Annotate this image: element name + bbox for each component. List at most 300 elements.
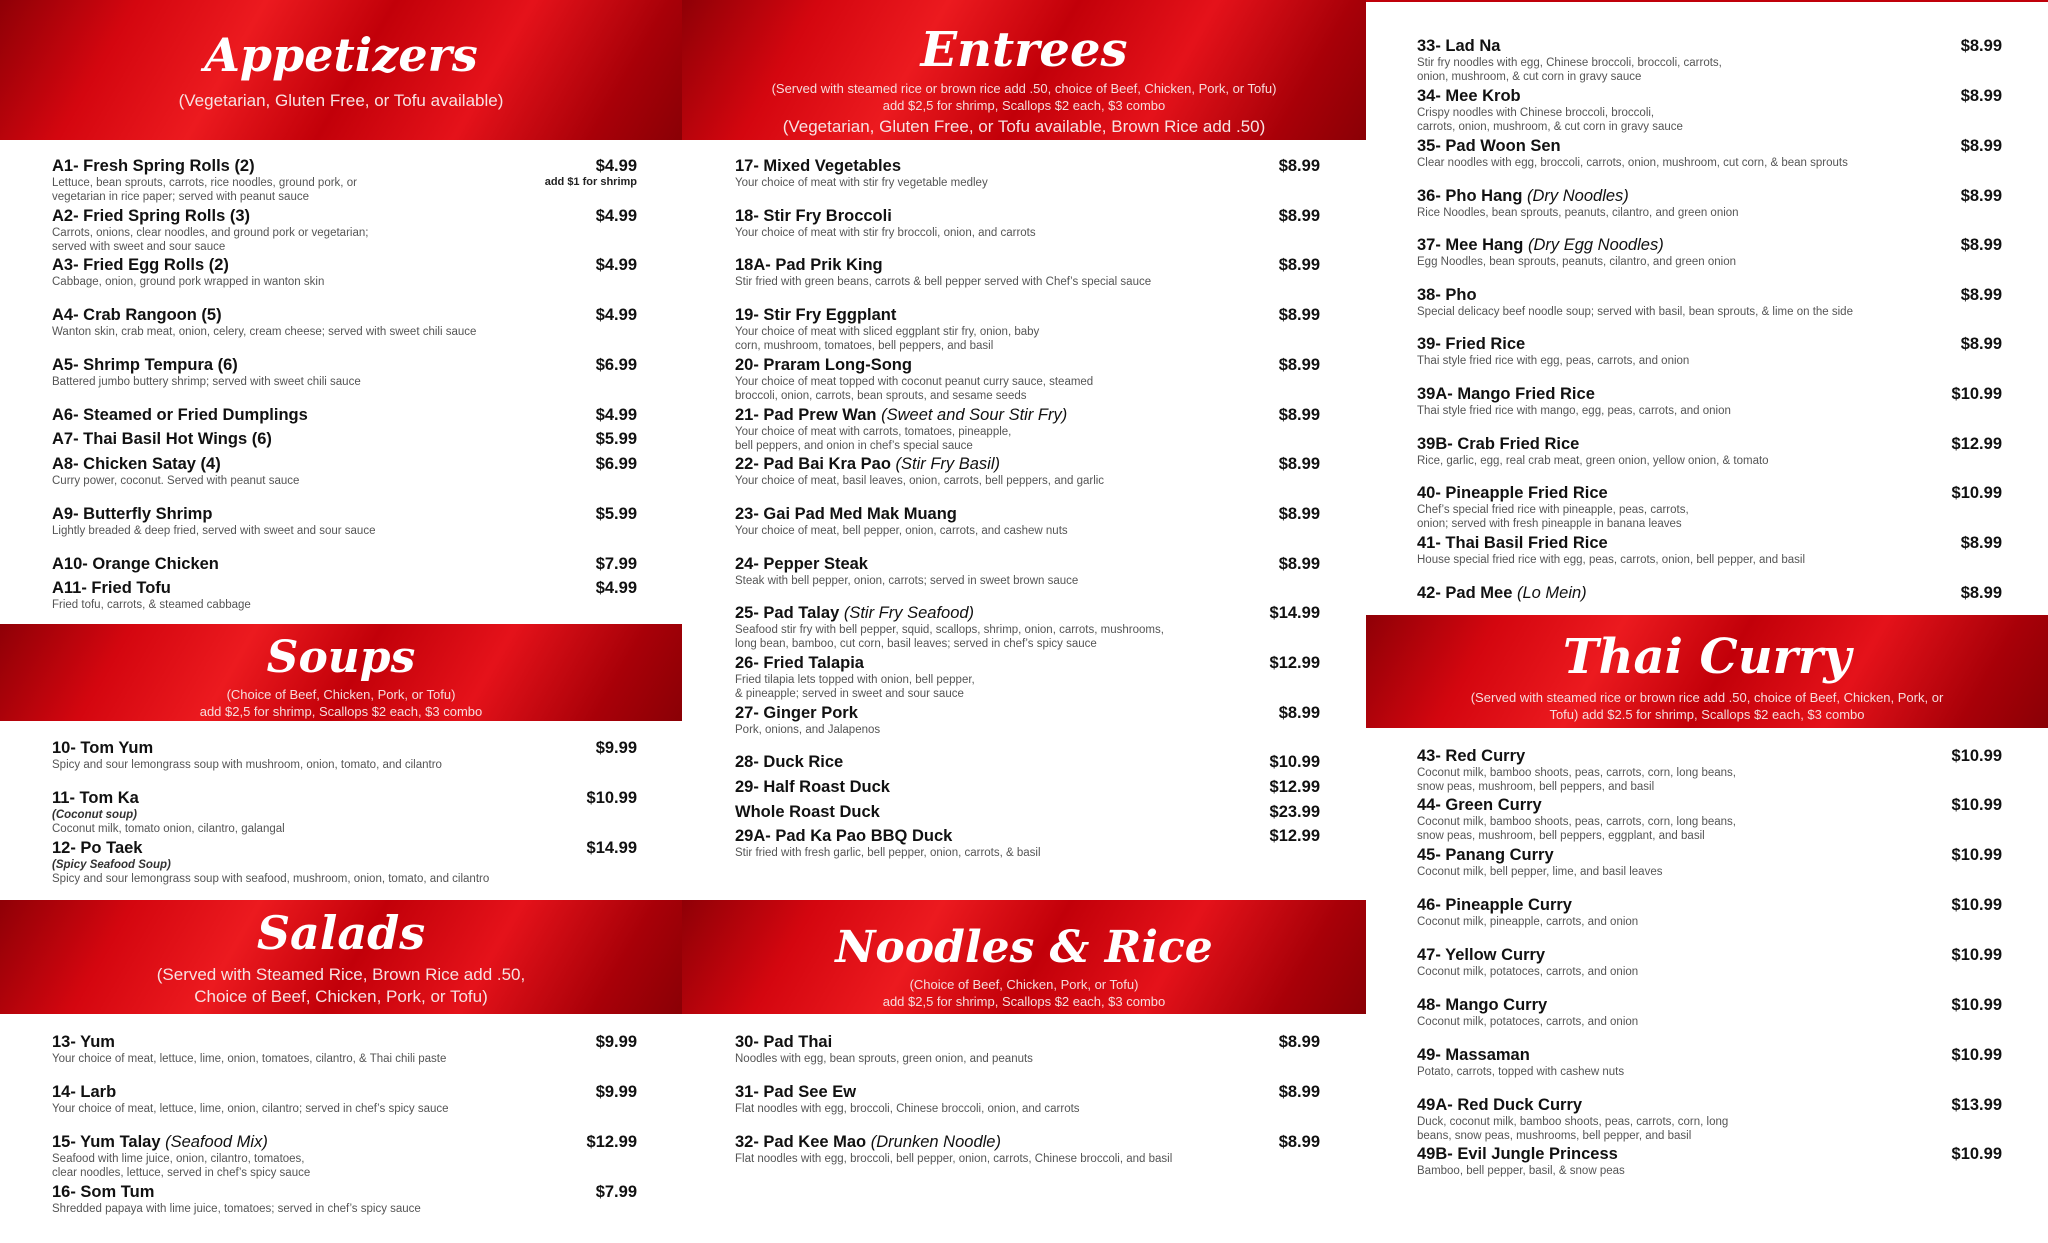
menu-item [52, 839, 489, 886]
menu-item-note: (Coconut soup) [52, 809, 137, 821]
menu-item-name [735, 753, 843, 772]
menu-item-price: $12.99 [1269, 654, 1320, 672]
top-border-rule [1366, 0, 2048, 2]
menu-item-price: $8.99 [1278, 256, 1320, 274]
menu-item-price: $8.99 [1278, 356, 1320, 374]
menu-item-description: Thai style fried rice with mango, egg, peas, carrots, and onion [1417, 405, 1731, 417]
menu-item-description: Spicy and sour lemongrass soup with seafood, mushroom, onion, tomato, and cilantro [52, 873, 490, 885]
menu-item-name-text: 19- Stir Fry Eggplant [735, 306, 897, 324]
menu-item-name [52, 207, 368, 226]
menu-item-name-text: 39- Fried Rice [1417, 335, 1526, 353]
menu-item [735, 654, 975, 701]
menu-item-price: $8.99 [1278, 704, 1320, 722]
menu-item-name [735, 803, 880, 822]
menu-item-description: Bamboo, bell pepper, basil, & snow peas [1417, 1165, 1625, 1177]
menu-item-name [1417, 484, 1689, 503]
menu-item [52, 455, 299, 488]
menu-item [52, 430, 272, 449]
menu-item-name [52, 306, 476, 325]
menu-item-name [52, 1083, 449, 1102]
menu-item [735, 604, 1164, 651]
salads-title: Salads [256, 906, 426, 960]
menu-item-price: $10.99 [1951, 747, 2002, 765]
menu-item [1417, 87, 1683, 134]
menu-item-description: Coconut milk, bamboo shoots, peas, carrots, corn, long beans, [1417, 767, 1736, 779]
menu-item [1417, 747, 1736, 794]
menu-item [52, 1183, 421, 1216]
menu-item-price: $8.99 [1278, 157, 1320, 175]
menu-item-description: snow peas, mushroom, bell peppers, eggplant, and basil [1417, 830, 1705, 842]
menu-item-description: Shredded papaya with lime juice, tomatoes; served in chef’s spicy sauce [52, 1203, 421, 1215]
curry-title: Thai Curry [1562, 629, 1852, 685]
menu-item-name-text: Whole Roast Duck [735, 803, 880, 821]
menu-item-name-italic: (Dry Egg Noodles) [1527, 236, 1664, 254]
menu-item-name-text: 24- Pepper Steak [735, 555, 868, 573]
menu-item [52, 306, 476, 339]
menu-item-price: $10.99 [1951, 1046, 2002, 1064]
menu-item-name-text: 28- Duck Rice [735, 753, 844, 771]
menu-item-price: $4.99 [595, 406, 637, 424]
menu-item-name [1417, 137, 1848, 156]
menu-item-description: Stir fry noodles with egg, Chinese broccoli, broccoli, carrots, [1417, 57, 1722, 69]
menu-item-price: $9.99 [595, 739, 637, 757]
menu-item-name [1417, 37, 1722, 56]
menu-item [52, 505, 375, 538]
menu-item-price: $10.99 [1951, 1145, 2002, 1163]
menu-item-description: snow peas, mushroom, bell peppers, and basil [1417, 781, 1655, 793]
menu-item-name-text: 12- Po Taek [52, 839, 143, 857]
menu-item-name [1417, 946, 1638, 965]
noodles-subtitle-2: add $2,5 for shrimp, Scallops $2 each, $3 combo [882, 994, 1166, 1009]
menu-item-name [1417, 87, 1683, 106]
menu-item-name [1417, 1096, 1728, 1115]
menu-item [735, 555, 1078, 588]
menu-item [735, 306, 1039, 353]
menu-item-price: $7.99 [595, 1183, 637, 1201]
menu-item [735, 455, 1104, 488]
menu-item-name-text: 18A- Pad Prik King [735, 256, 883, 274]
menu-item [735, 256, 1151, 289]
menu-item-name-text: 27- Ginger Pork [735, 704, 858, 722]
menu-item-description: Carrots, onions, clear noodles, and ground pork or vegetarian; [52, 227, 369, 239]
menu-item-description: corn, mushroom, tomatoes, bell peppers, and basil [735, 340, 994, 352]
menu-item-description: Spicy and sour lemongrass soup with mushroom, onion, tomato, and cilantro [52, 759, 442, 771]
menu-item-name [52, 406, 308, 425]
menu-item-name [52, 1183, 421, 1202]
menu-item [735, 157, 988, 190]
menu-item-name-italic: (Stir Fry Seafood) [843, 604, 975, 622]
menu-item-name-text: A6- Steamed or Fried Dumplings [52, 406, 308, 424]
menu-item-name [1417, 236, 1736, 255]
menu-item-description: Duck, coconut milk, bamboo shoots, peas, carrots, corn, long [1417, 1116, 1729, 1128]
menu-item-price: $8.99 [1960, 87, 2002, 105]
menu-item-price: $10.99 [1951, 484, 2002, 502]
curry-banner [1366, 615, 2048, 728]
appetizers-banner [0, 0, 682, 140]
menu-item-name-text: 44- Green Curry [1417, 796, 1542, 814]
menu-item-description: Your choice of meat, bell pepper, onion, carrots, and cashew nuts [735, 525, 1068, 537]
entrees-subtitle-3: (Vegetarian, Gluten Free, or Tofu available, Brown Rice add .50) [782, 117, 1266, 136]
menu-item [735, 1083, 1080, 1116]
menu-item-name-text: A10- Orange Chicken [52, 555, 219, 573]
menu-item-name-text: 23- Gai Pad Med Mak Muang [735, 505, 957, 523]
menu-item-description: Egg Noodles, bean sprouts, peanuts, cilantro, and green onion [1417, 256, 1737, 268]
menu-item [735, 753, 843, 772]
menu-item-description: Crispy noodles with Chinese broccoli, broccoli, [1417, 107, 1655, 119]
menu-item-description: Noodles with egg, bean sprouts, green onion, and peanuts [735, 1053, 1033, 1065]
menu-item-name-text: 15- Yum Talay [52, 1133, 161, 1151]
menu-item-name-italic: (Dry Noodles) [1527, 187, 1629, 205]
menu-item-description: Potato, carrots, topped with cashew nuts [1417, 1066, 1625, 1078]
menu-item-name [52, 1033, 446, 1052]
menu-item-price: $10.99 [1951, 996, 2002, 1014]
menu-item-description: onion, mushroom, & cut corn in gravy sauce [1417, 71, 1642, 83]
menu-item-name [735, 654, 975, 673]
menu-item [1417, 484, 1689, 531]
menu-item-description: carrots, onion, mushroom, & cut corn in gravy sauce [1417, 121, 1683, 133]
menu-item-name [735, 555, 1078, 574]
menu-item-name [735, 356, 1093, 375]
menu-item-name [1417, 534, 1805, 553]
salads-subtitle-2: Choice of Beef, Chicken, Pork, or Tofu) [194, 987, 488, 1006]
menu-item-description: Your choice of meat with stir fry broccoli, onion, and carrots [735, 227, 1036, 239]
menu-item-price: $12.99 [1951, 435, 2002, 453]
menu-item-price: $8.99 [1960, 236, 2002, 254]
appetizers-title: Appetizers [204, 28, 478, 82]
menu-item-name [735, 256, 1151, 275]
menu-item-name-text: 39B- Crab Fried Rice [1417, 435, 1580, 453]
menu-item-name [1417, 435, 1769, 454]
menu-item-price: $8.99 [1278, 306, 1320, 324]
entrees-title: Entrees [920, 22, 1128, 78]
menu-item [52, 256, 324, 289]
menu-item-name-text: 29A- Pad Ka Pao BBQ Duck [735, 827, 953, 845]
curry-subtitle-1: (Served with steamed rice or brown rice add .50, choice of Beef, Chicken, Pork, or [1470, 690, 1944, 705]
menu-item-name-text: 26- Fried Talapia [735, 654, 864, 672]
menu-item-description: Coconut milk, potatoces, carrots, and onion [1417, 1016, 1639, 1028]
menu-item-name [1417, 286, 1853, 305]
menu-item [1417, 335, 1689, 368]
menu-item-name-text: 41- Thai Basil Fried Rice [1417, 534, 1608, 552]
menu-item [735, 1033, 1033, 1066]
menu-item-price: $10.99 [1951, 896, 2002, 914]
menu-item-price: $8.99 [1278, 555, 1320, 573]
menu-item-name-text: A4- Crab Rangoon (5) [52, 306, 222, 324]
menu-item-price: $8.99 [1278, 1083, 1320, 1101]
menu-item-description: Coconut milk, tomato onion, cilantro, galangal [52, 823, 285, 835]
menu-item [1417, 896, 1638, 929]
menu-item-price: $9.99 [595, 1033, 637, 1051]
menu-item-price: $8.99 [1960, 534, 2002, 552]
menu-item-name [735, 157, 988, 176]
menu-item-price: $8.99 [1960, 187, 2002, 205]
menu-item-description: Your choice of meat with stir fry vegetable medley [735, 177, 988, 189]
noodles-banner [682, 900, 1366, 1014]
menu-item-price: $5.99 [595, 505, 637, 523]
menu-item-description: Your choice of meat, lettuce, lime, onion, tomatoes, cilantro, & Thai chili paste [52, 1053, 447, 1065]
menu-item-price: $8.99 [1960, 584, 2002, 602]
menu-item-name [735, 306, 1039, 325]
menu-item-price: $7.99 [595, 555, 637, 573]
entrees-subtitle-2: add $2,5 for shrimp, Scallops $2 each, $3 combo [882, 98, 1166, 113]
menu-item-name-text: 11- Tom Ka [52, 789, 139, 807]
menu-item-description: Lettuce, bean sprouts, carrots, rice noodles, ground pork, or [52, 177, 357, 189]
menu-item-name [1417, 1145, 1625, 1164]
menu-item-name-text: A5- Shrimp Tempura (6) [52, 356, 238, 374]
menu-item-price: $23.99 [1269, 803, 1320, 821]
menu-item-name-text: 32- Pad Kee Mao [735, 1133, 867, 1151]
menu-item-name-text: 17- Mixed Vegetables [735, 157, 901, 175]
menu-item-name [1417, 996, 1638, 1015]
soups-subtitle-2: add $2,5 for shrimp, Scallops $2 each, $3 combo [199, 704, 483, 719]
menu-item-name-text: A7- Thai Basil Hot Wings (6) [52, 430, 272, 448]
menu-item-name-text: 25- Pad Talay [735, 604, 840, 622]
menu-item-name [735, 1083, 1080, 1102]
menu-item-name [735, 704, 880, 723]
menu-item [735, 704, 880, 737]
menu-item-price: $8.99 [1278, 1033, 1320, 1051]
menu-item [1417, 1145, 1625, 1178]
menu-item [52, 406, 308, 425]
menu-item-description: onion; served with fresh pineapple in banana leaves [1417, 518, 1682, 530]
menu-item [735, 406, 1067, 453]
menu-item-name [735, 778, 890, 797]
menu-item-price: $8.99 [1278, 455, 1320, 473]
menu-item-description: Fried tilapia lets topped with onion, bell pepper, [735, 674, 975, 686]
menu-item-name-text: 21- Pad Prew Wan [735, 406, 877, 424]
menu-item-description: Coconut milk, potatoces, carrots, and onion [1417, 966, 1639, 978]
menu-item-price: $8.99 [1278, 505, 1320, 523]
menu-item-description: Flat noodles with egg, broccoli, Chinese broccoli, onion, and carrots [735, 1103, 1080, 1115]
menu-item-name-text: 10- Tom Yum [52, 739, 154, 757]
menu-item [52, 207, 368, 254]
menu-item [52, 579, 251, 612]
menu-item-name [735, 207, 1036, 226]
menu-item-description: Your choice of meat topped with coconut peanut curry sauce, steamed [735, 376, 1094, 388]
menu-item-price: $8.99 [1278, 406, 1320, 424]
menu-item-name-text: 48- Mango Curry [1417, 996, 1548, 1014]
menu-item-name [1417, 187, 1739, 206]
menu-item-name [52, 579, 251, 598]
menu-item-price: $10.99 [1951, 796, 2002, 814]
menu-item-name [52, 455, 299, 474]
menu-item [735, 827, 1041, 860]
menu-item [1417, 584, 1587, 603]
menu-item-name-text: 35- Pad Woon Sen [1417, 137, 1561, 155]
menu-item [1417, 796, 1736, 843]
menu-item-description: Flat noodles with egg, broccoli, bell pepper, onion, carrots, Chinese broccoli, and basil [735, 1153, 1173, 1165]
salads-banner [0, 900, 682, 1014]
menu-item-name-text: A11- Fried Tofu [52, 579, 171, 597]
menu-item-name [52, 839, 489, 858]
menu-item-name-text: 47- Yellow Curry [1417, 946, 1546, 964]
menu-item-name-text: 34- Mee Krob [1417, 87, 1521, 105]
entrees-banner [682, 0, 1366, 140]
menu-item-description: Lightly breaded & deep fried, served with sweet and sour sauce [52, 525, 376, 537]
menu-item-description: Coconut milk, bamboo shoots, peas, carrots, corn, long beans, [1417, 816, 1736, 828]
menu-item-description: served with sweet and sour sauce [52, 241, 226, 253]
menu-item-price: $13.99 [1951, 1096, 2002, 1114]
menu-item-description: Your choice of meat, lettuce, lime, onion, cilantro; served in chef’s spicy sauce [52, 1103, 449, 1115]
menu-item-name-text: A1- Fresh Spring Rolls (2) [52, 157, 255, 175]
menu-item [52, 157, 357, 204]
menu-item-name-text: 14- Larb [52, 1083, 117, 1101]
menu-item [735, 1133, 1172, 1166]
menu-item [1417, 1096, 1728, 1143]
menu-item [52, 1033, 446, 1066]
menu-item-name-text: 13- Yum [52, 1033, 115, 1051]
menu-item-name-text: 49B- Evil Jungle Princess [1417, 1145, 1618, 1163]
menu-item [735, 505, 1068, 538]
menu-item-price: $8.99 [1960, 137, 2002, 155]
menu-item [1417, 137, 1848, 170]
menu-item [1417, 435, 1769, 468]
menu-item-description: clear noodles, lettuce, served in chef’s spicy sauce [52, 1167, 311, 1179]
menu-item-description: Rice, garlic, egg, real crab meat, green onion, yellow onion, & tomato [1417, 455, 1769, 467]
menu-item-price: $8.99 [1960, 286, 2002, 304]
menu-item-description: beans, snow peas, mushrooms, bell pepper, and basil [1417, 1130, 1692, 1142]
menu-item [735, 356, 1093, 403]
appetizers-subtitle: (Vegetarian, Gluten Free, or Tofu available) [178, 91, 504, 110]
menu-item-price: $4.99 [595, 256, 637, 274]
menu-item-name-text: 49A- Red Duck Curry [1417, 1096, 1583, 1114]
menu-item-description: Stir fried with fresh garlic, bell pepper, onion, carrots, & basil [735, 847, 1041, 859]
menu-item-name [735, 604, 1164, 623]
menu-item-name [52, 1133, 310, 1152]
menu-item-name [735, 406, 1067, 425]
menu-item-description: Cabbage, onion, ground pork wrapped in wanton skin [52, 276, 325, 288]
menu-item-price: $10.99 [1951, 846, 2002, 864]
menu-item [735, 778, 890, 797]
menu-item-name-text: 42- Pad Mee [1417, 584, 1513, 602]
menu-item [1417, 946, 1638, 979]
menu-item-description: Fried tofu, carrots, & steamed cabbage [52, 599, 251, 611]
menu-item-price: $12.99 [586, 1133, 637, 1151]
menu-item-description: Stir fried with green beans, carrots & bell pepper served with Chef’s special sauce [735, 276, 1152, 288]
menu-item-name [52, 555, 219, 574]
menu-item-price: $8.99 [1960, 335, 2002, 353]
menu-item-name [1417, 747, 1736, 766]
menu-item-name-text: 39A- Mango Fried Rice [1417, 385, 1595, 403]
menu-item [52, 1133, 310, 1180]
menu-item-name [735, 455, 1104, 474]
menu-item-name-italic: (Seafood Mix) [165, 1133, 268, 1151]
menu-item-name [52, 430, 272, 449]
menu-item [52, 555, 219, 574]
menu-item-name [1417, 846, 1662, 865]
menu-item [52, 1083, 449, 1116]
menu-item-price: $4.99 [595, 207, 637, 225]
menu-item-name-text: A9- Butterfly Shrimp [52, 505, 213, 523]
menu-item [1417, 37, 1722, 84]
menu-item-note: (Spicy Seafood Soup) [52, 859, 171, 871]
menu-item-name [1417, 1046, 1624, 1065]
menu-item-description: Battered jumbo buttery shrimp; served with sweet chili sauce [52, 376, 361, 388]
curry-subtitle-2: Tofu) add $2.5 for shrimp, Scallops $2 each, $3 combo [1549, 707, 1865, 722]
menu-item-price: $8.99 [1278, 207, 1320, 225]
menu-item-name-text: 30- Pad Thai [735, 1033, 833, 1051]
menu-item-name-text: 20- Praram Long-Song [735, 356, 912, 374]
menu-item-name-italic: (Drunken Noodle) [870, 1133, 1001, 1151]
menu-item-description: Pork, onions, and Jalapenos [735, 724, 881, 736]
menu-item-name [1417, 335, 1689, 354]
menu-item-description: Clear noodles with egg, broccoli, carrots, onion, mushroom, cut corn, & bean sprouts [1417, 157, 1848, 169]
menu-item-price: $9.99 [595, 1083, 637, 1101]
menu-item [1417, 236, 1736, 269]
menu-item-name [735, 1033, 1033, 1052]
menu-item-name-text: 43- Red Curry [1417, 747, 1526, 765]
menu-item-description: Your choice of meat with carrots, tomatoes, pineapple, [735, 426, 1012, 438]
menu-item-name-text: 18- Stir Fry Broccoli [735, 207, 892, 225]
menu-item-description: long bean, bamboo, cut corn, basil leaves; served in chef’s spicy sauce [735, 638, 1097, 650]
entrees-subtitle-1: (Served with steamed rice or brown rice add .50, choice of Beef, Chicken, Pork, or Tofu) [771, 81, 1277, 96]
menu-item-description: Curry power, coconut. Served with peanut sauce [52, 475, 300, 487]
menu-item-name-italic: (Stir Fry Basil) [895, 455, 1000, 473]
menu-item-description: Your choice of meat, basil leaves, onion, carrots, bell peppers, and garlic [735, 475, 1105, 487]
menu-item-price: $10.99 [1269, 753, 1320, 771]
menu-item-name-text: 33- Lad Na [1417, 37, 1501, 55]
menu-item-name-text: 49- Massaman [1417, 1046, 1530, 1064]
menu-item-price: $14.99 [1269, 604, 1320, 622]
menu-item-price: $14.99 [586, 839, 637, 857]
menu-item-name-text: 38- Pho [1417, 286, 1477, 304]
menu-item-price: $12.99 [1269, 827, 1320, 845]
menu-item-name-text: 29- Half Roast Duck [735, 778, 890, 796]
menu-item [52, 739, 442, 772]
menu-item-price: $10.99 [1951, 385, 2002, 403]
menu-item-description: vegetarian in rice paper; served with peanut sauce [52, 191, 309, 203]
menu-item [1417, 187, 1739, 220]
menu-item [735, 207, 1036, 240]
menu-item-name [1417, 796, 1736, 815]
menu-item-description: Coconut milk, pineapple, carrots, and onion [1417, 916, 1639, 928]
menu-item-name-text: A3- Fried Egg Rolls (2) [52, 256, 229, 274]
menu-item-description: & pineapple; served in sweet and sour sauce [735, 688, 964, 700]
menu-item-price: $6.99 [595, 455, 637, 473]
menu-item-description: bell peppers, and onion in chef’s special sauce [735, 440, 973, 452]
menu-item [1417, 385, 1731, 418]
menu-item-description: Your choice of meat with sliced eggplant stir fry, onion, baby [735, 326, 1040, 338]
menu-item [1417, 286, 1853, 319]
menu-item-name [1417, 896, 1638, 915]
menu-item-name-text: A8- Chicken Satay (4) [52, 455, 221, 473]
menu-item-name-text: 40- Pineapple Fried Rice [1417, 484, 1608, 502]
menu-item-name [1417, 385, 1731, 404]
menu-item-description: Rice Noodles, bean sprouts, peanuts, cilantro, and green onion [1417, 207, 1739, 219]
menu-item-description: Chef’s special fried rice with pineapple, peas, carrots, [1417, 504, 1689, 516]
soups-subtitle-1: (Choice of Beef, Chicken, Pork, or Tofu) [226, 687, 456, 702]
menu-item-name-text: 45- Panang Curry [1417, 846, 1554, 864]
menu-item-name-text: 46- Pineapple Curry [1417, 896, 1572, 914]
soups-title: Soups [266, 632, 416, 683]
menu-item-description: House special fried rice with egg, peas, carrots, onion, bell pepper, and basil [1417, 554, 1806, 566]
menu-item-name [52, 789, 285, 808]
menu-item-description: Wanton skin, crab meat, onion, celery, cream cheese; served with sweet chili sauce [52, 326, 477, 338]
menu-item-name-text: 36- Pho Hang [1417, 187, 1528, 205]
menu-item-name-text: A2- Fried Spring Rolls (3) [52, 207, 251, 225]
menu-item-name [52, 256, 324, 275]
soups-banner [0, 624, 682, 721]
menu-item-price: $10.99 [586, 789, 637, 807]
menu-item-price: $4.99 [595, 306, 637, 324]
menu-item-price: $5.99 [595, 430, 637, 448]
menu-item-name-text: 31- Pad See Ew [735, 1083, 857, 1101]
menu-item-price: $12.99 [1269, 778, 1320, 796]
menu-item-description: broccoli, onion, carrots, bean sprouts, and sesame seeds [735, 390, 1027, 402]
menu-item-price: $8.99 [1278, 1133, 1320, 1151]
menu-item-name [735, 1133, 1172, 1152]
menu-item [52, 356, 361, 389]
